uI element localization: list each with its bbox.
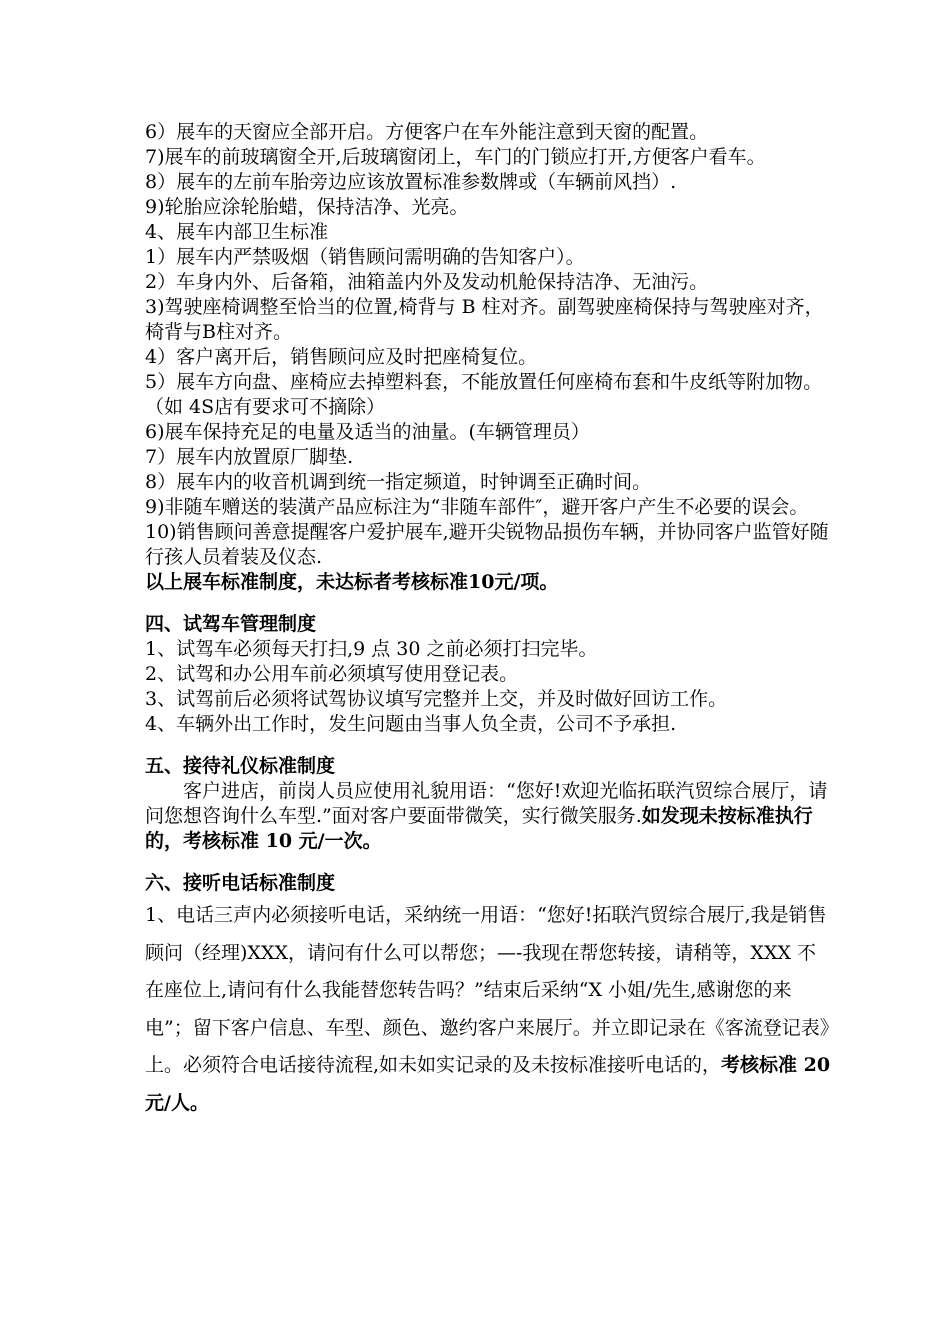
penalty-statement: 以上展车标准制度，未达标者考核标准10元/项。 xyxy=(145,571,559,593)
rule-line: 8）展车的左前车胎旁边应该放置标准参数牌或（车辆前风挡）. xyxy=(145,171,677,193)
rule-line: 7)展车的前玻璃窗全开,后玻璃窗闭上，车门的门锁应打开,方便客户看车。 xyxy=(145,146,766,168)
rule-line: 3)驾驶座椅调整至恰当的位置,椅背与 B 柱对齐。副驾驶座椅保持与驾驶座对齐，椅背与B柱对齐。 xyxy=(145,296,824,343)
section-title: 四、试驾车管理制度 xyxy=(145,613,317,635)
exhibit-car-rules xyxy=(145,120,835,595)
section-title: 六、接听电话标准制度 xyxy=(145,872,336,894)
rule-line: 9)非随车赠送的装潢产品应标注为“非随车部件″，避开客户产生不必要的误会。 xyxy=(145,496,809,518)
rule-line: 10)销售顾问善意提醒客户爱护展车,避开尖锐物品损伤车辆，并协同客户监管好随行孩人员着装及仪态. xyxy=(145,521,829,568)
rule-line: 4、车辆外出工作时，发生问题由当事人负全责，公司不予承担. xyxy=(145,713,677,735)
rule-line: 1、试驾车必须每天打扫,9 点 30 之前必须打扫完毕。 xyxy=(145,638,598,660)
penalty-statement: 如发现未按标准执行的，考核标准 10 元/一次。 xyxy=(145,805,813,852)
rule-line: 9)轮胎应涂轮胎蜡，保持洁净、光亮。 xyxy=(145,196,469,218)
rule-line: 2、试驾和办公用车前必须填写使用登记表。 xyxy=(145,663,519,685)
paragraph-text: 1、电话三声内必须接听电话，采纳统一用语：“您好!拓联汽贸综合展厅,我是销售顾问（经理)XXX，请问有什么可以帮您；—-我现在帮您转接，请稍等，XXX 不在座位上,请问有什么我能替您转告吗？”结束后采纳“X 小姐/先生,感谢您的来电”；留下客户信息、车型、颜色、邀约客户来展厅。并立即记录在《客流登记表》上。必须符合电话接待流程,如未如实记录的及未按标准接听电话的， xyxy=(145,904,830,1076)
paragraph xyxy=(145,779,835,854)
rule-line: 6)展车保持充足的电量及适当的油量。(车辆管理员） xyxy=(145,421,590,443)
rule-line: 7）展车内放置原厂脚垫. xyxy=(145,446,354,468)
rule-line: 6）展车的天窗应全部开启。方便客户在车外能注意到天窗的配置。 xyxy=(145,121,709,143)
document-page xyxy=(145,120,835,1122)
subsection-heading: 4、展车内部卫生标准 xyxy=(145,221,329,243)
section-phone-standard xyxy=(145,871,835,1122)
paragraph-text: 客户进店，前岗人员应使用礼貌用语：“您好!欢迎光临拓联汽贸综合展厅，请问您想咨询什么车型.”面对客户要面带微笑，实行微笑服务. xyxy=(145,780,828,827)
rule-line: 5）展车方向盘、座椅应去掉塑料套，不能放置任何座椅布套和牛皮纸等附加物。（如 4S店有要求可不摘除） xyxy=(145,371,823,418)
rule-line: 3、试驾前后必须将试驾协议填写完整并上交，并及时做好回访工作。 xyxy=(145,688,728,710)
rule-line: 1）展车内严禁吸烟（销售顾问需明确的告知客户）。 xyxy=(145,246,585,268)
rule-line: 8）展车内的收音机调到统一指定频道，时钟调至正确时间。 xyxy=(145,471,652,493)
rule-line: 2）车身内外、后备箱，油箱盖内外及发动机舱保持洁净、无油污。 xyxy=(145,271,709,293)
section-test-drive xyxy=(145,612,835,737)
paragraph xyxy=(145,897,835,1122)
penalty-statement: 考核标准 20 元/人。 xyxy=(145,1054,837,1114)
section-title: 五、接待礼仪标准制度 xyxy=(145,755,336,777)
rule-line: 4）客户离开后，销售顾问应及时把座椅复位。 xyxy=(145,346,538,368)
section-reception-etiquette xyxy=(145,754,835,854)
